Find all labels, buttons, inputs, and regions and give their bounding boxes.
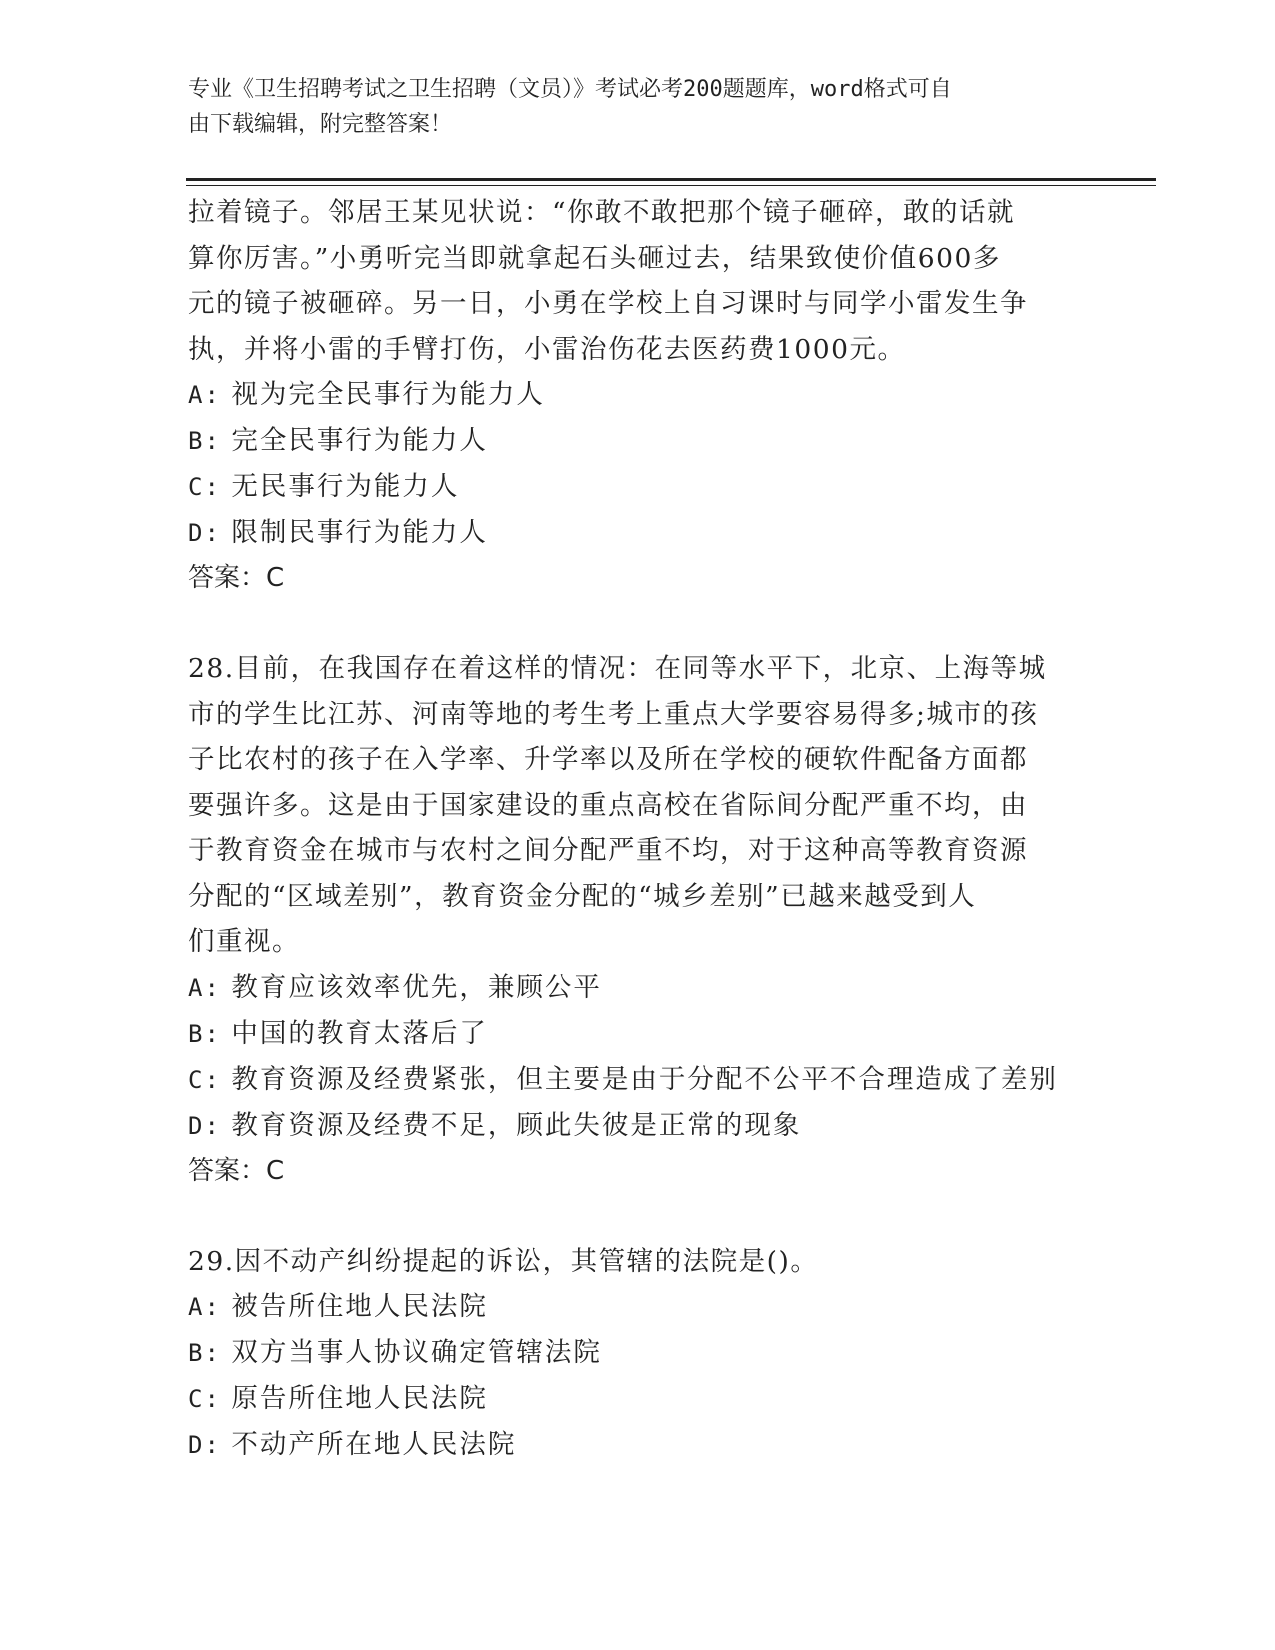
stem-line: 要强许多。这是由于国家建设的重点高校在省际间分配严重不均，由 [188,789,1028,821]
question-29 [188,1239,1078,1469]
stem-line: 拉着镜子。邻居王某见状说：“你敢不敢把那个镜子砸碎，敢的话就 [188,197,1016,228]
spacer [188,1194,1078,1239]
question-stem [188,646,1078,965]
option-b [188,1011,1078,1057]
option-a [188,372,1078,418]
stem-line: 算你厉害。”小勇听完当即就拿起石头砸过去，结果致使价值600多 [188,242,1001,274]
option-key: C: [188,473,221,501]
question-stem [188,1239,1078,1285]
header-title-line-1: 专业《卫生招聘考试之卫生招聘（文员）》考试必考200题题库，word格式可自 [188,77,952,102]
stem-line: 28.目前，在我国存在着这样的情况：在同等水平下，北京、上海等城 [188,653,1047,684]
question-27 [188,190,1078,601]
header-divider-thin [186,185,1156,186]
option-c [188,1376,1078,1422]
option-key: D: [188,1431,221,1459]
option-text: 不动产所在地人民法院 [231,1429,517,1460]
stem-line: 29.因不动产纠纷提起的诉讼，其管辖的法院是()。 [188,1245,819,1277]
option-key: B: [188,1019,221,1048]
stem-line: 市的学生比江苏、河南等地的考生考上重点大学要容易得多;城市的孩 [188,698,1039,730]
option-c [188,464,1078,510]
option-text: 限制民事行为能力人 [231,517,488,548]
spacer [188,601,1078,646]
option-key: D: [188,1111,221,1140]
option-b [188,418,1078,464]
option-text: 教育应该效率优先，兼顾公平 [231,971,602,1003]
option-text: 中国的教育太落后了 [231,1017,488,1049]
answer-line: 答案：C [188,563,285,593]
option-text: 双方当事人协议确定管辖法院 [231,1337,602,1368]
option-b [188,1330,1078,1376]
question-28 [188,646,1078,1194]
stem-line: 执，并将小雷的手臂打伤，小雷治伤花去医药费1000元。 [188,333,906,365]
option-text: 教育资源及经费紧张，但主要是由于分配不公平不合理造成了差别 [231,1063,1058,1095]
option-text: 原告所住地人民法院 [231,1383,488,1414]
option-d [188,1103,1078,1149]
stem-line: 分配的“区域差别”，教育资金分配的“城乡差别”已越来越受到人 [188,880,977,912]
option-a [188,965,1078,1011]
stem-line: 于教育资金在城市与农村之间分配严重不均，对于这种高等教育资源 [188,835,1028,866]
stem-line: 子比农村的孩子在入学率、升学率以及所在学校的硬软件配备方面都 [188,744,1028,775]
option-a [188,1284,1078,1330]
option-key: A: [188,381,221,409]
option-text: 完全民事行为能力人 [231,425,488,456]
header-divider-thick [186,178,1156,181]
option-key: A: [188,973,221,1002]
option-text: 被告所住地人民法院 [231,1291,488,1322]
option-d [188,510,1078,556]
option-text: 无民事行为能力人 [231,471,460,502]
option-d [188,1422,1078,1468]
stem-line: 们重视。 [188,926,300,957]
option-key: B: [188,427,221,455]
option-key: C: [188,1385,221,1413]
option-text: 视为完全民事行为能力人 [231,379,545,410]
header-title-line-2: 由下载编辑，附完整答案！ [188,112,453,137]
answer-line: 答案：C [188,1155,285,1186]
document-header [188,72,1068,142]
stem-line: 元的镜子被砸碎。另一日，小勇在学校上自习课时与同学小雷发生争 [188,288,1028,319]
option-key: C: [188,1065,221,1094]
option-text: 教育资源及经费不足，顾此失彼是正常的现象 [231,1109,802,1141]
option-c [188,1057,1078,1103]
option-key: D: [188,519,221,547]
question-stem [188,190,1078,372]
option-key: B: [188,1339,221,1367]
option-key: A: [188,1293,221,1321]
document-body [188,190,1078,1468]
